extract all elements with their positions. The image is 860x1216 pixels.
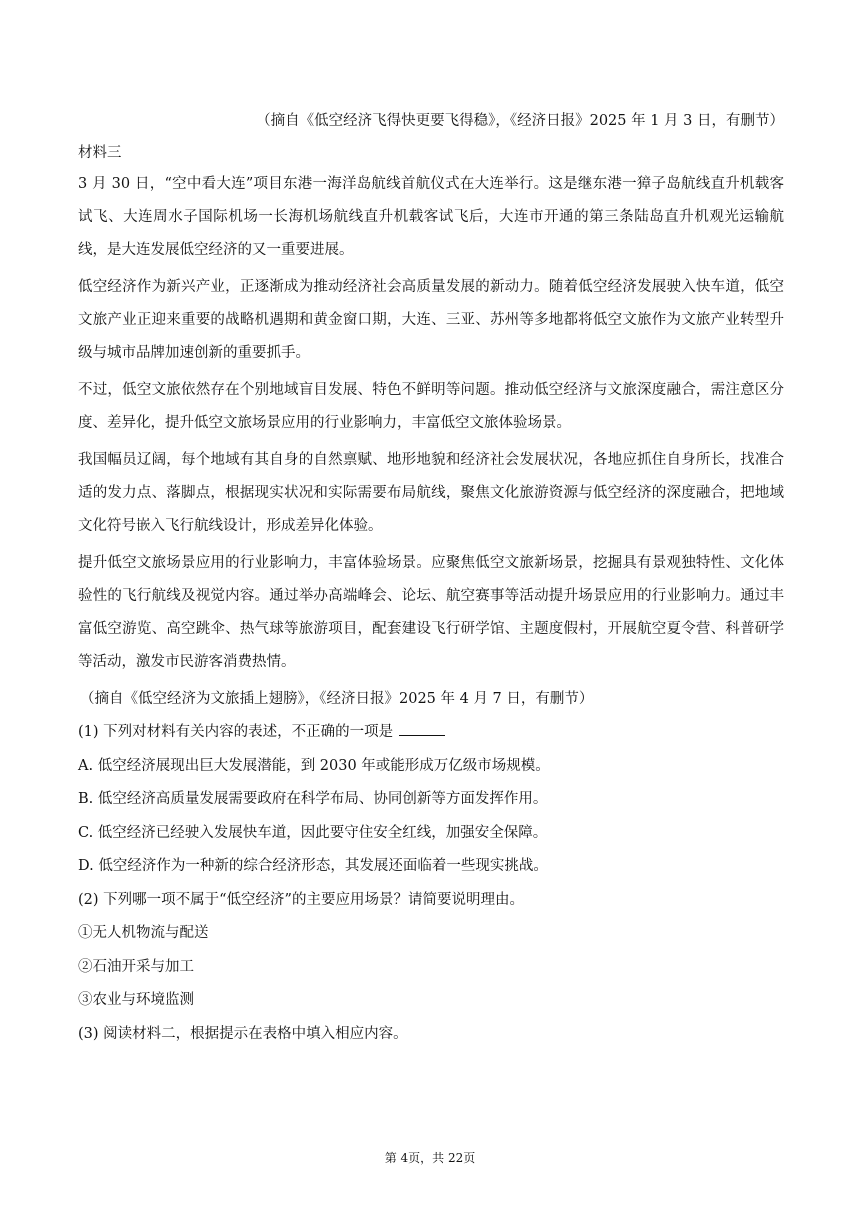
question-2-option-1: ①无人机物流与配送 — [78, 925, 209, 941]
question-1 — [78, 716, 784, 750]
page-footer: 第 4页，共 22页 — [384, 1151, 476, 1165]
answer-blank — [399, 723, 445, 736]
question-1-option-b: B. 低空经济高质量发展需要政府在科学布局、协同创新等方面发挥作用。 — [78, 791, 548, 807]
question-1-text: (1) 下列对材料有关内容的表述，不正确的一项是 — [78, 724, 394, 740]
question-1-option-a: A. 低空经济展现出巨大发展潜能，到 2030 年或能形成万亿级市场规模。 — [78, 757, 550, 774]
material-heading: 材料三 — [78, 145, 122, 161]
question-2-option-2: ②石油开采与加工 — [78, 958, 194, 975]
question-1-option-d: D. 低空经济作为一种新的综合经济形态，其发展还面临着一些现实挑战。 — [78, 858, 548, 874]
paragraph-4: 我国幅员辽阔，每个地域有其自身的自然禀赋、地形地貌和经济社会发展状况，各地应抓住自身所长，找准合适的发力点、落脚点，根据现实状况和实际需要布局航线，聚焦文化旅游资源与低空经济的深度融合，把地域文化符号嵌入飞行航线设计，形成差异化体验。 — [78, 452, 784, 534]
question-3: (3) 阅读材料二，根据提示在表格中填入相应内容。 — [78, 1025, 408, 1042]
paragraph-3: 不过，低空文旅依然存在个别地域盲目发展、特色不鲜明等问题。推动低空经济与文旅深度融合，需注意区分度、差异化，提升低空文旅场景应用的行业影响力，丰富低空文旅体验场景。 — [78, 382, 784, 431]
document-page — [78, 108, 784, 1051]
source-citation-top: （摘自《低空经济飞得快更要飞得稳》，《经济日报》2025 年 1 月 3 日，有删节） — [256, 113, 784, 129]
paragraph-1: 3 月 30 日，“空中看大连”项目东港一海洋岛航线首航仪式在大连举行。这是继东港一獐子岛航线直升机载客试飞、大连周水子国际机场一长海机场航线直升机载客试飞后，大连市开通的第三条陆岛直升机观光运输航线，是大连发展低空经济的又一重要进展。 — [78, 176, 784, 258]
paragraph-5: 提升低空文旅场景应用的行业影响力，丰富体验场景。应聚焦低空文旅新场景，挖掘具有景观独特性、文化体验性的飞行航线及视觉内容。通过举办高端峰会、论坛、航空赛事等活动提升场景应用的行业影响力。通过丰富低空游览、高空跳伞、热气球等旅游项目，配套建设飞行研学馆、主题度假村，开展航空夏令营、科普研学等活动，激发市民游客消费热情。 — [78, 555, 784, 670]
question-2-option-3: ③农业与环境监测 — [78, 992, 194, 1008]
source-citation-bottom: （摘自《低空经济为文旅插上翅膀》，《经济日报》2025 年 4 月 7 日，有删节） — [80, 691, 594, 707]
question-2: (2) 下列哪一项不属于“低空经济”的主要应用场景？请简要说明理由。 — [78, 891, 524, 908]
question-1-option-c: C. 低空经济已经驶入发展快车道，因此要守住安全红线，加强安全保障。 — [78, 824, 548, 841]
paragraph-2: 低空经济作为新兴产业，正逐渐成为推动经济社会高质量发展的新动力。随着低空经济发展驶入快车道，低空文旅产业正迎来重要的战略机遇期和黄金窗口期，大连、三亚、苏州等多地都将低空文旅作为文旅产业转型升级与城市品牌加速创新的重要抓手。 — [78, 279, 784, 361]
